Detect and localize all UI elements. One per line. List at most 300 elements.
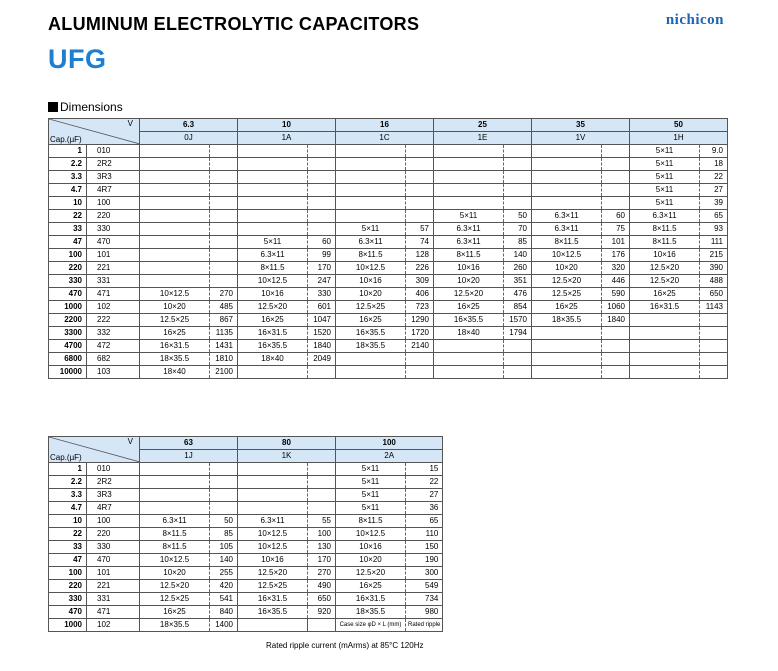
table-row bbox=[49, 489, 443, 502]
ripple-cell: 1143 bbox=[700, 301, 728, 314]
ripple-cell: 74 bbox=[406, 236, 434, 249]
voltage-label: V bbox=[127, 119, 133, 128]
table-row bbox=[49, 262, 728, 275]
case-size-cell bbox=[532, 184, 602, 197]
ripple-cell bbox=[308, 210, 336, 223]
empty-cell bbox=[238, 619, 308, 632]
table-row bbox=[49, 275, 728, 288]
case-size-cell: 5×11 bbox=[336, 489, 406, 502]
ripple-cell: 840 bbox=[210, 606, 238, 619]
ripple-cell: 247 bbox=[308, 275, 336, 288]
case-size-cell: 10×20 bbox=[434, 275, 504, 288]
capacitance-label: Cap.(µF) bbox=[50, 453, 82, 462]
ripple-cell bbox=[308, 145, 336, 158]
case-size-cell bbox=[140, 184, 210, 197]
table-row bbox=[49, 340, 728, 353]
case-size-cell: 16×31.5 bbox=[630, 301, 700, 314]
section-heading bbox=[48, 100, 123, 114]
code-cell: 4R7 bbox=[87, 184, 140, 197]
case-size-cell bbox=[532, 366, 602, 379]
capacitance-cell: 33 bbox=[49, 541, 87, 554]
ripple-cell: 549 bbox=[406, 580, 443, 593]
brand-logo: nichicon bbox=[665, 12, 724, 28]
ripple-cell: 70 bbox=[504, 223, 532, 236]
capacitance-label: Cap.(µF) bbox=[50, 135, 82, 144]
ripple-cell bbox=[210, 275, 238, 288]
ripple-cell: 170 bbox=[308, 554, 336, 567]
case-size-cell: 18×40 bbox=[140, 366, 210, 379]
capacitance-cell: 2.2 bbox=[49, 476, 87, 489]
capacitance-cell: 3.3 bbox=[49, 171, 87, 184]
ripple-cell: 1290 bbox=[406, 314, 434, 327]
table-row bbox=[49, 366, 728, 379]
case-size-cell: 12.5×20 bbox=[630, 262, 700, 275]
case-size-cell bbox=[140, 249, 210, 262]
bullet-square-icon bbox=[48, 102, 58, 112]
case-size-cell bbox=[630, 340, 700, 353]
ripple-cell: 60 bbox=[308, 236, 336, 249]
ripple-cell bbox=[602, 171, 630, 184]
ripple-cell: 128 bbox=[406, 249, 434, 262]
capacitance-cell: 330 bbox=[49, 275, 87, 288]
capacitance-cell: 2200 bbox=[49, 314, 87, 327]
case-size-cell: 5×11 bbox=[336, 463, 406, 476]
case-size-cell: 16×31.5 bbox=[140, 340, 210, 353]
voltage-code-header: 1H bbox=[630, 132, 728, 145]
case-size-cell bbox=[336, 210, 406, 223]
voltage-header: 16 bbox=[336, 119, 434, 132]
ripple-cell: 1840 bbox=[308, 340, 336, 353]
ripple-cell: 1720 bbox=[406, 327, 434, 340]
ripple-cell: 1520 bbox=[308, 327, 336, 340]
case-size-cell: 12.5×20 bbox=[238, 301, 308, 314]
case-size-cell: 10×16 bbox=[336, 541, 406, 554]
case-size-cell: 5×11 bbox=[336, 476, 406, 489]
case-size-cell: 18×40 bbox=[238, 353, 308, 366]
table-row bbox=[49, 554, 443, 567]
ripple-cell: 446 bbox=[602, 275, 630, 288]
case-size-cell bbox=[532, 158, 602, 171]
case-size-cell bbox=[140, 236, 210, 249]
code-cell: 3R3 bbox=[87, 171, 140, 184]
ripple-cell: 22 bbox=[406, 476, 443, 489]
ripple-cell bbox=[308, 197, 336, 210]
ripple-cell: 1570 bbox=[504, 314, 532, 327]
case-size-cell bbox=[238, 145, 308, 158]
capacitance-cell: 10000 bbox=[49, 366, 87, 379]
code-cell: 470 bbox=[87, 236, 140, 249]
table-row bbox=[49, 327, 728, 340]
ripple-cell bbox=[602, 340, 630, 353]
ripple-cell: 27 bbox=[700, 184, 728, 197]
ripple-cell: 85 bbox=[504, 236, 532, 249]
ripple-cell: 65 bbox=[406, 515, 443, 528]
ripple-cell bbox=[406, 145, 434, 158]
ripple-cell bbox=[406, 197, 434, 210]
ripple-cell: 50 bbox=[504, 210, 532, 223]
case-size-cell: 10×16 bbox=[434, 262, 504, 275]
ripple-cell: 320 bbox=[602, 262, 630, 275]
case-size-cell: 10×12.5 bbox=[238, 275, 308, 288]
case-size-cell: 10×12.5 bbox=[140, 554, 210, 567]
ripple-cell: 270 bbox=[308, 567, 336, 580]
case-size-cell: 18×35.5 bbox=[532, 314, 602, 327]
table-row bbox=[49, 463, 443, 476]
table-row bbox=[49, 606, 443, 619]
case-size-cell: 16×25 bbox=[336, 314, 406, 327]
case-size-cell bbox=[532, 197, 602, 210]
voltage-code-header: 1C bbox=[336, 132, 434, 145]
ripple-cell: 130 bbox=[308, 541, 336, 554]
capacitance-cell: 2.2 bbox=[49, 158, 87, 171]
ripple-cell: 420 bbox=[210, 580, 238, 593]
case-size-cell: 6.3×11 bbox=[532, 210, 602, 223]
ripple-cell bbox=[210, 489, 238, 502]
case-size-cell bbox=[336, 197, 406, 210]
ripple-cell: 170 bbox=[308, 262, 336, 275]
table-row bbox=[49, 223, 728, 236]
capacitance-cell: 47 bbox=[49, 236, 87, 249]
case-size-cell: 8×11.5 bbox=[630, 236, 700, 249]
ripple-cell: 1794 bbox=[504, 327, 532, 340]
capacitance-cell: 470 bbox=[49, 606, 87, 619]
case-size-cell bbox=[238, 476, 308, 489]
ripple-cell: 1135 bbox=[210, 327, 238, 340]
voltage-header-row bbox=[49, 437, 443, 450]
table-row bbox=[49, 145, 728, 158]
table-row bbox=[49, 502, 443, 515]
case-size-cell: 12.5×20 bbox=[238, 567, 308, 580]
ripple-cell bbox=[308, 476, 336, 489]
ripple-cell bbox=[700, 366, 728, 379]
case-size-cell bbox=[238, 197, 308, 210]
ripple-cell: 734 bbox=[406, 593, 443, 606]
ripple-cell: 650 bbox=[700, 288, 728, 301]
table-row bbox=[49, 184, 728, 197]
case-size-cell: 12.5×20 bbox=[140, 580, 210, 593]
ripple-cell bbox=[406, 171, 434, 184]
ripple-cell bbox=[210, 223, 238, 236]
ripple-cell: 867 bbox=[210, 314, 238, 327]
ripple-cell bbox=[602, 327, 630, 340]
voltage-code-header: 1A bbox=[238, 132, 336, 145]
dimensions-table-1 bbox=[48, 118, 728, 379]
ripple-cell bbox=[210, 236, 238, 249]
case-size-cell bbox=[434, 184, 504, 197]
table-row bbox=[49, 171, 728, 184]
case-size-cell: 10×16 bbox=[630, 249, 700, 262]
case-size-cell: 5×11 bbox=[630, 145, 700, 158]
case-size-cell: 16×35.5 bbox=[434, 314, 504, 327]
case-size-cell: 5×11 bbox=[630, 171, 700, 184]
code-cell: 220 bbox=[87, 210, 140, 223]
case-size-cell: 16×31.5 bbox=[238, 327, 308, 340]
case-size-cell: 16×25 bbox=[140, 327, 210, 340]
capacitance-cell: 4700 bbox=[49, 340, 87, 353]
case-size-cell bbox=[238, 463, 308, 476]
case-size-cell: 12.5×25 bbox=[238, 580, 308, 593]
capacitance-cell: 10 bbox=[49, 197, 87, 210]
case-size-cell: 10×20 bbox=[532, 262, 602, 275]
case-size-legend: Case size φD × L (mm) bbox=[336, 619, 406, 632]
code-cell: 220 bbox=[87, 528, 140, 541]
ripple-cell bbox=[700, 327, 728, 340]
case-size-cell: 12.5×25 bbox=[140, 593, 210, 606]
table-row bbox=[49, 528, 443, 541]
ripple-cell: 93 bbox=[700, 223, 728, 236]
ripple-cell bbox=[308, 223, 336, 236]
case-size-cell: 16×25 bbox=[336, 580, 406, 593]
case-size-cell bbox=[238, 223, 308, 236]
code-cell: 4R7 bbox=[87, 502, 140, 515]
ripple-cell: 55 bbox=[308, 515, 336, 528]
ripple-cell bbox=[700, 314, 728, 327]
capacitance-cell: 22 bbox=[49, 528, 87, 541]
case-size-cell bbox=[140, 171, 210, 184]
case-size-cell: 10×20 bbox=[140, 301, 210, 314]
capacitance-cell: 4.7 bbox=[49, 502, 87, 515]
capacitance-cell: 6800 bbox=[49, 353, 87, 366]
case-size-cell: 6.3×11 bbox=[434, 223, 504, 236]
ripple-cell: 176 bbox=[602, 249, 630, 262]
table-row bbox=[49, 197, 728, 210]
ripple-cell: 2140 bbox=[406, 340, 434, 353]
ripple-cell: 255 bbox=[210, 567, 238, 580]
code-cell: 332 bbox=[87, 327, 140, 340]
code-cell: 102 bbox=[87, 619, 140, 632]
ripple-cell bbox=[308, 489, 336, 502]
capacitance-cell: 1 bbox=[49, 463, 87, 476]
code-cell: 330 bbox=[87, 223, 140, 236]
case-size-cell: 6.3×11 bbox=[238, 515, 308, 528]
ripple-cell: 100 bbox=[308, 528, 336, 541]
table-row bbox=[49, 249, 728, 262]
ripple-cell: 406 bbox=[406, 288, 434, 301]
code-header-row bbox=[49, 132, 728, 145]
case-size-cell: 10×12.5 bbox=[336, 262, 406, 275]
case-size-cell: 10×20 bbox=[336, 288, 406, 301]
ripple-cell: 854 bbox=[504, 301, 532, 314]
ripple-cell: 75 bbox=[602, 223, 630, 236]
case-size-cell bbox=[434, 353, 504, 366]
ripple-cell: 485 bbox=[210, 301, 238, 314]
case-size-cell: 12.5×25 bbox=[532, 288, 602, 301]
case-size-cell: 10×12.5 bbox=[336, 528, 406, 541]
case-size-cell: 6.3×11 bbox=[434, 236, 504, 249]
ripple-cell: 1840 bbox=[602, 314, 630, 327]
ripple-cell: 488 bbox=[700, 275, 728, 288]
case-size-cell bbox=[434, 171, 504, 184]
ripple-cell: 101 bbox=[602, 236, 630, 249]
case-size-cell: 10×12.5 bbox=[238, 528, 308, 541]
ripple-cell bbox=[308, 366, 336, 379]
case-size-cell: 16×31.5 bbox=[238, 593, 308, 606]
case-size-cell bbox=[434, 145, 504, 158]
ripple-cell: 105 bbox=[210, 541, 238, 554]
ripple-cell bbox=[504, 158, 532, 171]
ripple-cell: 15 bbox=[406, 463, 443, 476]
code-cell: 331 bbox=[87, 593, 140, 606]
ripple-cell bbox=[602, 366, 630, 379]
table-row bbox=[49, 619, 443, 632]
ripple-cell bbox=[308, 158, 336, 171]
capacitance-cell: 10 bbox=[49, 515, 87, 528]
ripple-cell: 260 bbox=[504, 262, 532, 275]
table-row bbox=[49, 288, 728, 301]
case-size-cell: 8×11.5 bbox=[336, 249, 406, 262]
case-size-cell bbox=[434, 197, 504, 210]
case-size-cell: 12.5×25 bbox=[336, 301, 406, 314]
code-cell: 682 bbox=[87, 353, 140, 366]
document-title: ALUMINUM ELECTROLYTIC CAPACITORS bbox=[48, 14, 420, 34]
code-cell: 103 bbox=[87, 366, 140, 379]
ripple-cell: 65 bbox=[700, 210, 728, 223]
ripple-cell: 2100 bbox=[210, 366, 238, 379]
ripple-cell bbox=[602, 197, 630, 210]
ripple-cell: 140 bbox=[210, 554, 238, 567]
code-cell: 471 bbox=[87, 288, 140, 301]
case-size-cell bbox=[238, 489, 308, 502]
ripple-cell bbox=[504, 145, 532, 158]
case-size-cell: 8×11.5 bbox=[336, 515, 406, 528]
case-size-cell: 8×11.5 bbox=[238, 262, 308, 275]
code-cell: 331 bbox=[87, 275, 140, 288]
case-size-cell bbox=[140, 223, 210, 236]
ripple-cell bbox=[602, 158, 630, 171]
case-size-cell: 10×12.5 bbox=[238, 541, 308, 554]
ripple-cell: 50 bbox=[210, 515, 238, 528]
ripple-cell bbox=[210, 249, 238, 262]
ripple-cell bbox=[406, 184, 434, 197]
voltage-header: 63 bbox=[140, 437, 238, 450]
case-size-cell bbox=[336, 353, 406, 366]
ripple-cell bbox=[210, 210, 238, 223]
ripple-footnote: Rated ripple current (mArms) at 85°C 120Hz bbox=[266, 641, 424, 650]
case-size-cell bbox=[336, 184, 406, 197]
capacitance-cell: 4.7 bbox=[49, 184, 87, 197]
case-size-cell: 16×35.5 bbox=[336, 327, 406, 340]
header-corner-cell bbox=[49, 437, 140, 463]
case-size-cell bbox=[238, 502, 308, 515]
case-size-cell bbox=[140, 502, 210, 515]
case-size-cell bbox=[532, 145, 602, 158]
ripple-cell bbox=[602, 353, 630, 366]
voltage-header: 50 bbox=[630, 119, 728, 132]
case-size-cell: 8×11.5 bbox=[140, 528, 210, 541]
ripple-cell: 2049 bbox=[308, 353, 336, 366]
case-size-cell: 16×31.5 bbox=[336, 593, 406, 606]
case-size-cell: 10×12.5 bbox=[140, 288, 210, 301]
ripple-cell bbox=[504, 184, 532, 197]
ripple-cell: 351 bbox=[504, 275, 532, 288]
ripple-cell bbox=[700, 353, 728, 366]
case-size-cell: 8×11.5 bbox=[434, 249, 504, 262]
ripple-cell: 150 bbox=[406, 541, 443, 554]
ripple-cell bbox=[210, 184, 238, 197]
case-size-cell: 8×11.5 bbox=[140, 541, 210, 554]
ripple-cell: 39 bbox=[700, 197, 728, 210]
case-size-cell bbox=[238, 184, 308, 197]
voltage-code-header: 2A bbox=[336, 450, 443, 463]
ripple-cell: 9.0 bbox=[700, 145, 728, 158]
voltage-label: V bbox=[127, 437, 133, 446]
capacitance-cell: 3.3 bbox=[49, 489, 87, 502]
section-heading-label: Dimensions bbox=[60, 100, 123, 114]
ripple-cell bbox=[210, 171, 238, 184]
case-size-cell bbox=[238, 366, 308, 379]
case-size-cell bbox=[140, 463, 210, 476]
ripple-cell: 18 bbox=[700, 158, 728, 171]
ripple-cell: 22 bbox=[700, 171, 728, 184]
code-cell: 221 bbox=[87, 580, 140, 593]
case-size-cell bbox=[434, 366, 504, 379]
capacitance-cell: 33 bbox=[49, 223, 87, 236]
ripple-cell: 36 bbox=[406, 502, 443, 515]
voltage-code-header: 1J bbox=[140, 450, 238, 463]
ripple-cell bbox=[504, 171, 532, 184]
ripple-cell bbox=[406, 210, 434, 223]
case-size-cell: 12.5×20 bbox=[630, 275, 700, 288]
ripple-cell bbox=[602, 145, 630, 158]
case-size-cell bbox=[140, 262, 210, 275]
case-size-cell: 16×25 bbox=[630, 288, 700, 301]
voltage-code-header: 1E bbox=[434, 132, 532, 145]
case-size-cell: 18×35.5 bbox=[140, 619, 210, 632]
table-row bbox=[49, 567, 443, 580]
ripple-cell: 99 bbox=[308, 249, 336, 262]
capacitance-cell: 100 bbox=[49, 567, 87, 580]
ripple-cell: 1431 bbox=[210, 340, 238, 353]
voltage-header: 25 bbox=[434, 119, 532, 132]
case-size-cell bbox=[140, 158, 210, 171]
case-size-cell: 8×11.5 bbox=[532, 236, 602, 249]
case-size-cell bbox=[434, 340, 504, 353]
case-size-cell: 6.3×11 bbox=[140, 515, 210, 528]
case-size-cell bbox=[630, 353, 700, 366]
case-size-cell bbox=[140, 197, 210, 210]
capacitance-cell: 330 bbox=[49, 593, 87, 606]
voltage-code-header: 1V bbox=[532, 132, 630, 145]
ripple-cell: 590 bbox=[602, 288, 630, 301]
case-size-cell: 10×16 bbox=[238, 554, 308, 567]
ripple-cell bbox=[308, 463, 336, 476]
case-size-cell: 16×25 bbox=[140, 606, 210, 619]
ripple-cell: 190 bbox=[406, 554, 443, 567]
case-size-cell: 18×35.5 bbox=[140, 353, 210, 366]
case-size-cell: 6.3×11 bbox=[336, 236, 406, 249]
code-cell: 2R2 bbox=[87, 476, 140, 489]
dimensions-table-2 bbox=[48, 436, 443, 632]
case-size-cell: 5×11 bbox=[630, 184, 700, 197]
case-size-cell: 16×35.5 bbox=[238, 606, 308, 619]
ripple-cell bbox=[504, 366, 532, 379]
voltage-code-header: 0J bbox=[140, 132, 238, 145]
code-cell: 3R3 bbox=[87, 489, 140, 502]
table-row bbox=[49, 236, 728, 249]
capacitance-cell: 100 bbox=[49, 249, 87, 262]
case-size-cell: 10×20 bbox=[140, 567, 210, 580]
case-size-cell: 18×35.5 bbox=[336, 606, 406, 619]
code-cell: 100 bbox=[87, 197, 140, 210]
case-size-cell: 12.5×20 bbox=[532, 275, 602, 288]
case-size-cell bbox=[336, 366, 406, 379]
ripple-cell bbox=[308, 171, 336, 184]
empty-cell bbox=[308, 619, 336, 632]
ripple-cell: 140 bbox=[504, 249, 532, 262]
voltage-header: 10 bbox=[238, 119, 336, 132]
case-size-cell: 10×16 bbox=[336, 275, 406, 288]
ripple-cell: 920 bbox=[308, 606, 336, 619]
